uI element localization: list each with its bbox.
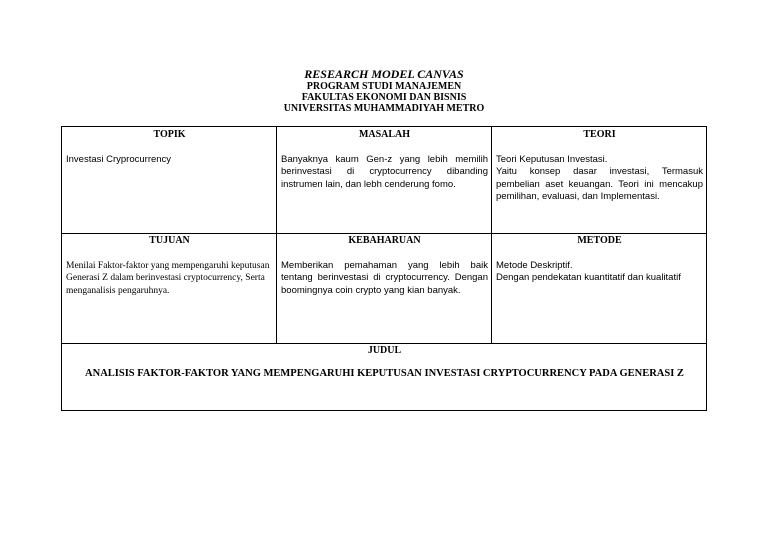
metode-text bbox=[496, 260, 703, 285]
masalah-cell bbox=[277, 127, 492, 233]
program-name: PROGRAM STUDI MANAJEMEN bbox=[306, 81, 462, 92]
tujuan-text: Menilai Faktor-faktor yang mempengaruhi keputusan Generasi Z dalam berinvestasi cryptocurrency, Serta menganalisis pengaruhnya. bbox=[66, 261, 270, 296]
tujuan-cell bbox=[62, 233, 277, 343]
judul-cell bbox=[62, 343, 706, 410]
tujuan-heading: TUJUAN bbox=[149, 235, 190, 246]
topik-heading: TOPIK bbox=[153, 129, 186, 140]
teori-cell bbox=[492, 127, 706, 233]
topik-text: Investasi Cryprocurrency bbox=[66, 154, 172, 165]
canvas-row-2 bbox=[62, 233, 706, 344]
kebaharuan-cell bbox=[277, 233, 492, 343]
teori-text bbox=[496, 154, 703, 203]
canvas-row-3 bbox=[62, 343, 706, 410]
document-title: RESEARCH MODEL CANVAS bbox=[304, 67, 464, 81]
document-header bbox=[0, 67, 768, 114]
topik-cell bbox=[62, 127, 277, 233]
canvas-row-1 bbox=[62, 127, 706, 234]
university-name: UNIVERSITAS MUHAMMADIYAH METRO bbox=[283, 103, 485, 114]
judul-text: ANALISIS FAKTOR-FAKTOR YANG MEMPENGARUHI KEPUTUSAN INVESTASI CRYPTOCURRENCY PADA GENERASI Z bbox=[85, 368, 684, 379]
masalah-text: Banyaknya kaum Gen-z yang lebih memilih berinvestasi di cryptocurrency dibanding instrumen lain, dan lebh cenderung fomo. bbox=[281, 154, 488, 190]
metode-cell bbox=[492, 233, 706, 343]
metode-heading: METODE bbox=[577, 235, 622, 246]
research-canvas-table bbox=[61, 126, 707, 411]
kebaharuan-heading: KEBAHARUAN bbox=[348, 235, 421, 246]
teori-line-1: Teori Keputusan Investasi. bbox=[496, 154, 608, 165]
judul-heading: JUDUL bbox=[367, 345, 402, 356]
kebaharuan-text: Memberikan pemahaman yang lebih baik tentang berinvestasi di cryptocurrency. Dengan boomingnya coin crypto yang kian banyak. bbox=[281, 260, 488, 296]
masalah-heading: MASALAH bbox=[358, 129, 411, 140]
metode-line-2: Dengan pendekatan kuantitatif dan kualitatif bbox=[496, 272, 681, 284]
teori-heading: TEORI bbox=[583, 129, 616, 140]
metode-line-1: Metode Deskriptif. bbox=[496, 260, 573, 271]
teori-line-2: Yaitu konsep dasar investasi, Termasuk pembelian aset keuangan. Teori ini mencakup pemilihan, evaluasi, dan Implementasi. bbox=[496, 166, 703, 202]
faculty-name: FAKULTAS EKONOMI DAN BISNIS bbox=[301, 92, 467, 103]
